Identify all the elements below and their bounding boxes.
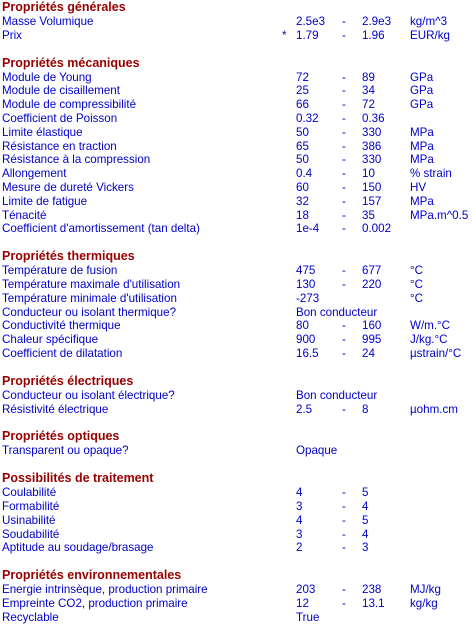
- value-low: 3: [296, 527, 303, 541]
- range-dash: -: [342, 319, 346, 333]
- value-high: 5: [362, 486, 369, 500]
- property-row: [0, 319, 475, 333]
- property-label: Limite élastique: [2, 125, 83, 139]
- property-row: [0, 583, 475, 597]
- range-dash: -: [342, 70, 346, 84]
- unit-label: MJ/kg: [410, 583, 441, 597]
- value-low: True: [296, 610, 320, 624]
- section-title: Propriétés générales: [2, 0, 126, 14]
- property-row: [0, 292, 475, 306]
- property-row: [0, 181, 475, 195]
- value-high: 3: [362, 541, 369, 555]
- section-proprietes-optiques: [0, 429, 475, 458]
- value-low: 32: [296, 194, 309, 208]
- value-high: 150: [362, 180, 382, 194]
- range-dash: -: [342, 527, 346, 541]
- property-label: Energie intrinsèque, production primaire: [2, 583, 208, 597]
- property-label: Formabilité: [2, 499, 60, 513]
- property-label: Mesure de dureté Vickers: [2, 180, 134, 194]
- property-row: [0, 209, 475, 223]
- estimate-marker: *: [282, 28, 287, 42]
- value-low: 50: [296, 153, 309, 167]
- value-low: 203: [296, 583, 316, 597]
- value-high: 330: [362, 125, 382, 139]
- section-gap: [0, 236, 475, 249]
- range-dash: -: [342, 541, 346, 555]
- section-proprietes-electriques: [0, 374, 475, 417]
- property-row: [0, 389, 475, 403]
- property-row: [0, 140, 475, 154]
- section-proprietes-mecaniques: [0, 56, 475, 237]
- property-label: Ténacité: [2, 208, 47, 222]
- property-row: [0, 597, 475, 611]
- property-label: Usinabilité: [2, 513, 56, 527]
- unit-label: MPa: [410, 153, 434, 167]
- property-row: [0, 278, 475, 292]
- unit-label: °C: [410, 264, 424, 278]
- property-row: [0, 403, 475, 417]
- value-high: 8: [362, 402, 369, 416]
- range-dash: -: [342, 84, 346, 98]
- value-low: 475: [296, 264, 316, 278]
- value-low: 2.5: [296, 402, 313, 416]
- property-row: [0, 486, 475, 500]
- value-high: 13.1: [362, 596, 385, 610]
- section-proprietes-thermiques: [0, 249, 475, 361]
- section-gap: [0, 361, 475, 374]
- value-low: 0.4: [296, 167, 313, 181]
- value-low: 66: [296, 98, 309, 112]
- value-high: 0.002: [362, 222, 392, 236]
- value-high: 4: [362, 527, 369, 541]
- value-high: 1.96: [362, 28, 385, 42]
- range-dash: -: [342, 153, 346, 167]
- range-dash: -: [342, 125, 346, 139]
- value-high: 2.9e3: [362, 15, 392, 28]
- range-dash: -: [342, 180, 346, 194]
- value-high: 220: [362, 277, 382, 291]
- value-high: 995: [362, 333, 382, 347]
- unit-label: °C: [410, 277, 424, 291]
- property-row: [0, 29, 475, 43]
- property-label: Recyclable: [2, 610, 59, 624]
- range-dash: -: [342, 222, 346, 236]
- unit-label: MPa.m^0.5: [410, 208, 469, 222]
- unit-label: µstrain/°C: [410, 346, 462, 360]
- property-label: Masse Volumique: [2, 15, 94, 28]
- property-label: Prix: [2, 28, 22, 42]
- value-high: 0.36: [362, 111, 385, 125]
- value-low: 16.5: [296, 346, 319, 360]
- range-dash: -: [342, 583, 346, 597]
- value-high: 330: [362, 153, 382, 167]
- value-high: 72: [362, 98, 375, 112]
- unit-label: GPa: [410, 84, 434, 98]
- range-dash: -: [342, 28, 346, 42]
- value-high: 160: [362, 319, 382, 333]
- range-dash: -: [342, 111, 346, 125]
- unit-label: W/m.°C: [410, 319, 451, 333]
- property-label: Empreinte CO2, production primaire: [2, 596, 188, 610]
- section-title: Propriétés électriques: [2, 373, 134, 388]
- value-high: 24: [362, 346, 375, 360]
- property-row: [0, 167, 475, 181]
- unit-label: µohm.cm: [410, 402, 458, 416]
- range-dash: -: [342, 346, 346, 360]
- property-label: Résistance à la compression: [2, 153, 151, 167]
- unit-label: HV: [410, 180, 427, 194]
- property-row: [0, 126, 475, 140]
- property-label: Soudabilité: [2, 527, 60, 541]
- value-low: 72: [296, 70, 309, 84]
- value-low: 2: [296, 541, 303, 555]
- value-high: 157: [362, 194, 382, 208]
- unit-label: kg/m^3: [410, 15, 448, 28]
- unit-label: MPa: [410, 194, 434, 208]
- unit-label: EUR/kg: [410, 28, 450, 42]
- range-dash: -: [342, 208, 346, 222]
- section-title: Propriétés environnementales: [2, 568, 182, 583]
- property-label: Conducteur ou isolant électrique?: [2, 388, 175, 402]
- unit-label: MPa: [410, 125, 434, 139]
- value-high: 5: [362, 513, 369, 527]
- property-label: Module de Young: [2, 70, 92, 84]
- range-dash: -: [342, 513, 346, 527]
- range-dash: -: [342, 402, 346, 416]
- range-dash: -: [342, 596, 346, 610]
- value-low: 60: [296, 180, 309, 194]
- value-high: 238: [362, 583, 382, 597]
- property-row: [0, 98, 475, 112]
- section-proprietes-environnementales: [0, 568, 475, 624]
- range-dash: -: [342, 194, 346, 208]
- unit-label: GPa: [410, 70, 434, 84]
- property-row: [0, 347, 475, 361]
- property-label: Conducteur ou isolant thermique?: [2, 305, 177, 319]
- unit-label: % strain: [410, 167, 452, 181]
- property-row: [0, 195, 475, 209]
- property-row: [0, 333, 475, 347]
- property-label: Limite de fatigue: [2, 194, 88, 208]
- unit-label: J/kg.°C: [410, 333, 448, 347]
- range-dash: -: [342, 139, 346, 153]
- property-label: Coefficient d'amortissement (tan delta): [2, 222, 200, 236]
- property-row: [0, 222, 475, 236]
- value-low: 0.32: [296, 111, 319, 125]
- property-row: [0, 444, 475, 458]
- property-label: Coulabilité: [2, 486, 57, 500]
- value-low: 4: [296, 513, 303, 527]
- value-low: 18: [296, 208, 309, 222]
- property-row: [0, 153, 475, 167]
- unit-label: kg/kg: [410, 596, 438, 610]
- range-dash: -: [342, 499, 346, 513]
- range-dash: -: [342, 277, 346, 291]
- value-low: 12: [296, 596, 309, 610]
- section-gap: [0, 43, 475, 56]
- value-low: -273: [296, 291, 320, 305]
- property-row: [0, 500, 475, 514]
- value-low: 3: [296, 499, 303, 513]
- property-label: Température de fusion: [2, 264, 118, 278]
- value-high: 10: [362, 167, 375, 181]
- value-low: Bon conducteur: [296, 305, 378, 319]
- value-low: 65: [296, 139, 309, 153]
- property-label: Aptitude au soudage/brasage: [2, 541, 154, 555]
- property-row: [0, 15, 475, 29]
- property-row: [0, 264, 475, 278]
- property-label: Chaleur spécifique: [2, 333, 99, 347]
- property-row: [0, 611, 475, 625]
- property-label: Coefficient de dilatation: [2, 346, 123, 360]
- value-low: 900: [296, 333, 316, 347]
- property-label: Transparent ou opaque?: [2, 444, 129, 458]
- range-dash: -: [342, 167, 346, 181]
- range-dash: -: [342, 264, 346, 278]
- value-high: 386: [362, 139, 382, 153]
- property-label: Allongement: [2, 167, 67, 181]
- range-dash: -: [342, 486, 346, 500]
- property-label: Coefficient de Poisson: [2, 111, 118, 125]
- property-row: [0, 514, 475, 528]
- value-low: 4: [296, 486, 303, 500]
- property-row: [0, 306, 475, 320]
- range-dash: -: [342, 98, 346, 112]
- value-low: 1e-4: [296, 222, 320, 236]
- value-low: Opaque: [296, 444, 338, 458]
- value-high: 4: [362, 499, 369, 513]
- value-low: 2.5e3: [296, 15, 326, 28]
- section-title: Propriétés mécaniques: [2, 55, 140, 70]
- range-dash: -: [342, 333, 346, 347]
- property-label: Température maximale d'utilisation: [2, 277, 181, 291]
- section-proprietes-generales: [0, 0, 475, 43]
- property-row: [0, 541, 475, 555]
- unit-label: GPa: [410, 98, 434, 112]
- property-row: [0, 71, 475, 85]
- section-title: Possibilités de traitement: [2, 471, 154, 486]
- value-low: 50: [296, 125, 309, 139]
- value-high: 35: [362, 208, 375, 222]
- property-label: Résistance en traction: [2, 139, 117, 153]
- section-title: Propriétés thermiques: [2, 249, 135, 264]
- value-high: 89: [362, 70, 375, 84]
- value-low: 1.79: [296, 28, 319, 42]
- value-high: 677: [362, 264, 382, 278]
- property-label: Résistivité électrique: [2, 402, 109, 416]
- value-low: Bon conducteur: [296, 388, 378, 402]
- section-title: Propriétés optiques: [2, 429, 120, 444]
- section-gap: [0, 416, 475, 429]
- value-low: 25: [296, 84, 309, 98]
- section-possibilites-de-traitement: [0, 471, 475, 555]
- property-label: Module de compressibilité: [2, 98, 137, 112]
- property-label: Température minimale d'utilisation: [2, 291, 177, 305]
- property-row: [0, 112, 475, 126]
- value-high: 34: [362, 84, 375, 98]
- value-low: 80: [296, 319, 309, 333]
- section-gap: [0, 555, 475, 568]
- unit-label: °C: [410, 291, 424, 305]
- property-row: [0, 84, 475, 98]
- range-dash: -: [342, 15, 346, 28]
- property-row: [0, 528, 475, 542]
- property-label: Conductivité thermique: [2, 319, 121, 333]
- section-gap: [0, 458, 475, 471]
- unit-label: MPa: [410, 139, 434, 153]
- value-low: 130: [296, 277, 316, 291]
- property-label: Module de cisaillement: [2, 84, 120, 98]
